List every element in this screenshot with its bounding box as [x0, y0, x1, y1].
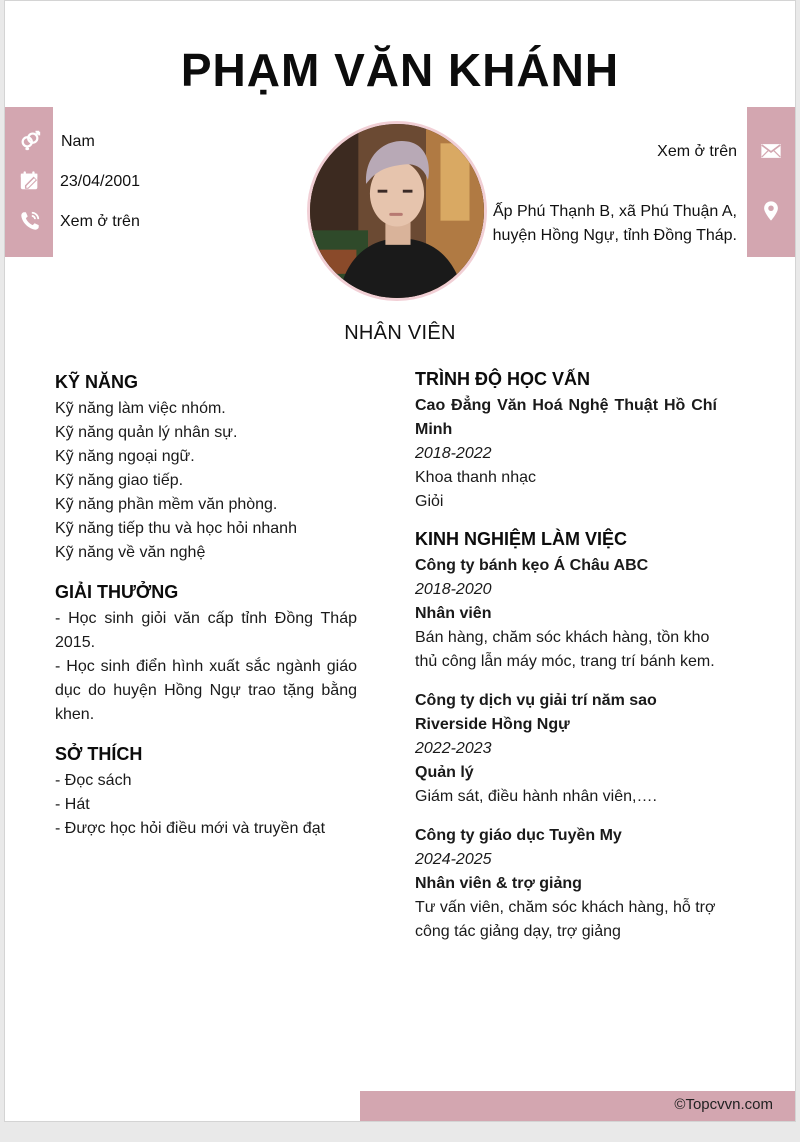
experience-period: 2024-2025 — [415, 851, 492, 868]
job-title: NHÂN VIÊN — [344, 322, 456, 344]
email-value: Xem ở trên — [657, 143, 737, 160]
experience-description: Bán hàng, chăm sóc khách hàng, tồn kho thủ công lẫn máy móc, trang trí bánh kem. — [415, 629, 715, 670]
hobbies-section — [55, 741, 357, 841]
experience-position: Nhân viên & trợ giảng — [415, 875, 582, 892]
location-pin-icon — [760, 200, 782, 222]
skill-item: Kỹ năng phần mềm văn phòng. — [55, 496, 278, 513]
experience-position: Quản lý — [415, 764, 474, 781]
phone-value: Xem ở trên — [60, 213, 140, 230]
left-contact-strip — [5, 107, 53, 257]
left-column — [55, 369, 357, 855]
hobbies-heading: SỞ THÍCH — [55, 744, 143, 764]
education-school: Cao Đẳng Văn Hoá Nghệ Thuật Hồ Chí Minh — [415, 397, 717, 438]
cv-page — [4, 0, 796, 1122]
experience-description: Tư vấn viên, chăm sóc khách hàng, hỗ trợ công tác giảng dạy, trợ giảng — [415, 899, 716, 940]
experience-entry — [415, 689, 717, 809]
skill-item: Kỹ năng quản lý nhân sự. — [55, 424, 238, 441]
education-section — [415, 366, 717, 514]
skill-item: Kỹ năng làm việc nhóm. — [55, 400, 226, 417]
footer-bar — [360, 1091, 795, 1121]
experience-heading: KINH NGHIỆM LÀM VIỆC — [415, 529, 628, 549]
candidate-name: PHẠM VĂN KHÁNH — [180, 44, 620, 96]
experience-company: Công ty bánh kẹo Á Châu ABC — [415, 557, 649, 574]
right-contact-strip — [747, 107, 795, 257]
address-line-2: huyện Hồng Ngự, tỉnh Đồng Tháp. — [492, 227, 737, 244]
hobby-item: - Đọc sách — [55, 772, 132, 789]
right-column — [415, 366, 717, 959]
phone-icon — [19, 210, 41, 232]
email-icon — [760, 140, 782, 162]
birthdate-value: 23/04/2001 — [60, 173, 141, 190]
education-major: Khoa thanh nhạc — [415, 469, 536, 486]
avatar-photo — [310, 124, 484, 298]
experience-entry — [415, 554, 717, 674]
footer-copyright[interactable]: ©Topcvvn.com — [674, 1096, 773, 1113]
education-period: 2018-2022 — [415, 445, 492, 462]
skill-item: Kỹ năng tiếp thu và học hỏi nhanh — [55, 520, 297, 537]
address-line-1: Ấp Phú Thạnh B, xã Phú Thuận A, — [492, 203, 737, 220]
experience-period: 2018-2020 — [415, 581, 492, 598]
experience-position: Nhân viên — [415, 605, 492, 622]
education-heading: TRÌNH ĐỘ HỌC VẤN — [415, 369, 590, 389]
skills-section — [55, 369, 357, 565]
experience-description: Giám sát, điều hành nhân viên,…. — [415, 788, 657, 805]
award-item: - Học sinh điển hình xuất sắc ngành giáo dục do huyện Hồng Ngự trao tặng bằng khen. — [55, 658, 357, 723]
skills-heading: KỸ NĂNG — [55, 372, 139, 392]
awards-heading: GIẢI THƯỞNG — [55, 582, 179, 602]
skill-item: Kỹ năng ngoại ngữ. — [55, 448, 195, 465]
skill-item: Kỹ năng giao tiếp. — [55, 472, 184, 489]
experience-period: 2022-2023 — [415, 740, 492, 757]
experience-section — [415, 526, 717, 944]
award-item: - Học sinh giỏi văn cấp tỉnh Đồng Tháp 2015. — [55, 610, 357, 651]
experience-company: Công ty giáo dục Tuyền My — [415, 827, 622, 844]
experience-entry — [415, 824, 717, 944]
hobby-item: - Hát — [55, 796, 90, 813]
education-grade: Giỏi — [415, 493, 444, 510]
avatar — [307, 121, 487, 301]
gender-value: Nam — [61, 133, 95, 150]
experience-company: Công ty dịch vụ giải trí năm sao Riverside Hồng Ngự — [415, 692, 657, 733]
awards-section — [55, 579, 357, 727]
skill-item: Kỹ năng về văn nghệ — [55, 544, 206, 561]
calendar-icon — [19, 170, 41, 192]
gender-icon — [19, 129, 41, 151]
hobby-item: - Được học hỏi điều mới và truyền đạt — [55, 820, 326, 837]
